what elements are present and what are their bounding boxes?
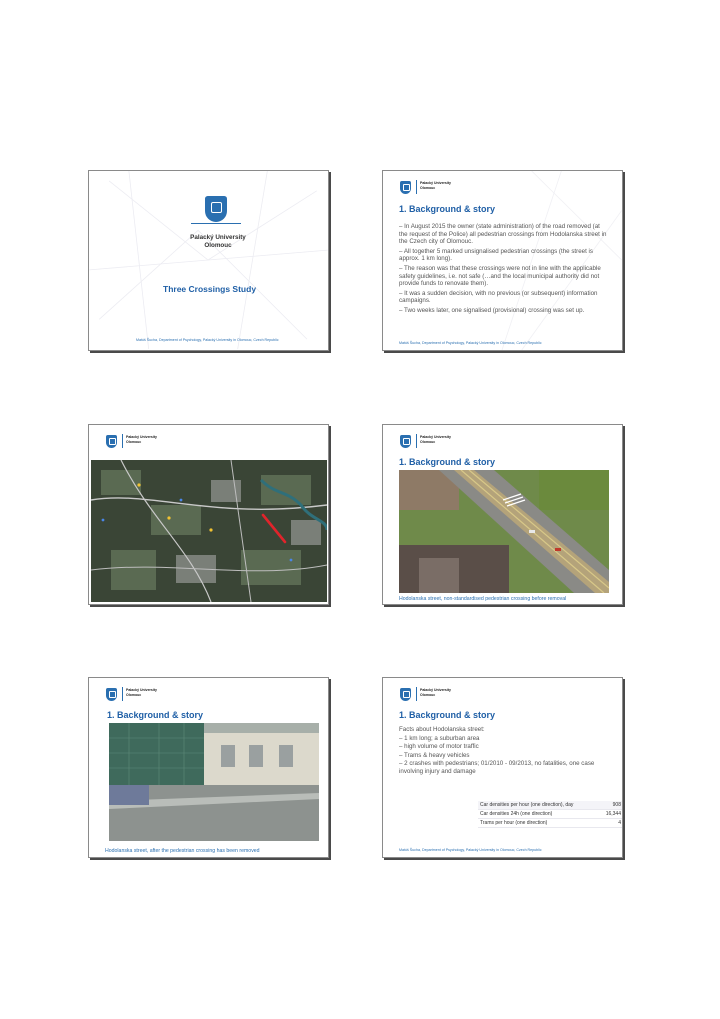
slide-title — [88, 170, 329, 351]
bullet-item: – The reason was that these crossings were not in line with the applicable safety guidelines, i.e. not safe (…and the local municipal authority did not provide funds to renovate them). — [399, 264, 601, 288]
university-name: Palacký University — [126, 435, 157, 439]
table-cell-label: Trams per hour (one direction) — [478, 819, 599, 828]
bullet-item: – All together 5 marked unsignalised pedestrian crossings (the street is approx. 1 km long). — [399, 247, 593, 263]
university-city: Olomouc — [420, 186, 436, 190]
slide-map — [88, 424, 329, 605]
city-map-image — [91, 460, 327, 602]
slide-aerial-view — [382, 424, 623, 605]
fact-item: – high volume of motor traffic — [399, 743, 479, 751]
table-cell-label: Car densities 24h (one direction) — [478, 810, 599, 819]
university-city: Olomouc — [126, 693, 142, 697]
aerial-graphic — [399, 470, 609, 593]
university-crest-icon — [400, 181, 411, 194]
table-cell-label: Car densities per hour (one direction), day — [478, 801, 599, 810]
aerial-photo — [399, 470, 609, 593]
table-row — [478, 810, 623, 819]
crest-divider — [416, 180, 417, 194]
crest-divider — [122, 434, 123, 448]
slide-footer: Matúš Šucha, Department of Psychology, Palacký University in Olomouc, Czech Republic — [399, 848, 542, 852]
slide-heading: 1. Background & story — [107, 710, 204, 720]
crest-divider — [416, 687, 417, 701]
slide-footer: Matúš Šucha, Department of Psychology, Palacký University in Olomouc, Czech Republic — [136, 338, 279, 342]
slide-facts — [382, 677, 623, 858]
university-crest-icon — [205, 196, 227, 222]
traffic-density-table — [478, 801, 623, 828]
bullet-item: – It was a sudden decision, with no previous (or subsequent) information campaigns. — [399, 289, 598, 305]
table-cell-value: 908 — [599, 801, 623, 810]
university-name: Palacký University — [126, 688, 157, 692]
slide-street-photo — [88, 677, 329, 858]
table-cell-value: 16,344 — [599, 810, 623, 819]
bullet-list — [399, 223, 608, 317]
table-row — [478, 801, 623, 810]
university-crest-icon — [400, 435, 411, 448]
university-crest-icon — [106, 688, 117, 701]
university-city: Olomouc — [126, 440, 142, 444]
bullet-item: – In August 2015 the owner (state administration) of the road removed (at the request of the Police) all pedestrian crossings from Hodolanska street in the Czech city of Olomouc. — [399, 223, 607, 246]
photo-caption: Hodolanska street, after the pedestrian crossing has been removed — [105, 848, 260, 854]
table-row — [478, 819, 623, 828]
fact-item: – 1 km long; a suburban area — [399, 734, 480, 742]
university-crest-icon — [106, 435, 117, 448]
study-title: Three Crossings Study — [163, 284, 257, 294]
university-city: Olomouc — [420, 693, 436, 697]
street-photo-graphic — [109, 723, 319, 841]
crest-divider — [122, 687, 123, 701]
slide-footer: Matúš Šucha, Department of Psychology, Palacký University in Olomouc, Czech Republic — [399, 341, 542, 345]
slide-heading: 1. Background & story — [399, 457, 496, 467]
bullet-item: – Two weeks later, one signalised (provisional) crossing was set up. — [399, 306, 585, 314]
university-city: Olomouc — [204, 242, 232, 249]
university-city: Olomouc — [420, 440, 436, 444]
table-cell-value: 4 — [599, 819, 623, 828]
map-graphic — [91, 460, 327, 602]
university-name: Palacký University — [420, 688, 451, 692]
university-name: Palacký University — [420, 181, 451, 185]
facts-intro: Facts about Hodolanska street: — [399, 726, 485, 733]
crest-divider — [191, 223, 241, 224]
facts-list — [399, 726, 608, 775]
crest-divider — [416, 434, 417, 448]
slide-heading: 1. Background & story — [399, 710, 496, 720]
street-photo — [109, 723, 319, 841]
fact-item: – 2 crashes with pedestrians; 01/2010 - 09/2013, no fatalities, one case involving injury and damage — [399, 760, 595, 775]
slide-heading: 1. Background & story — [399, 204, 496, 214]
slide-background-story — [382, 170, 623, 351]
university-crest-icon — [400, 688, 411, 701]
fact-item: – Trams & heavy vehicles — [399, 751, 470, 759]
university-name: Palacký University — [190, 234, 246, 241]
university-name: Palacký University — [420, 435, 451, 439]
photo-caption: Hodolanska street, non-standardised pedestrian crossing before removal — [399, 596, 567, 602]
